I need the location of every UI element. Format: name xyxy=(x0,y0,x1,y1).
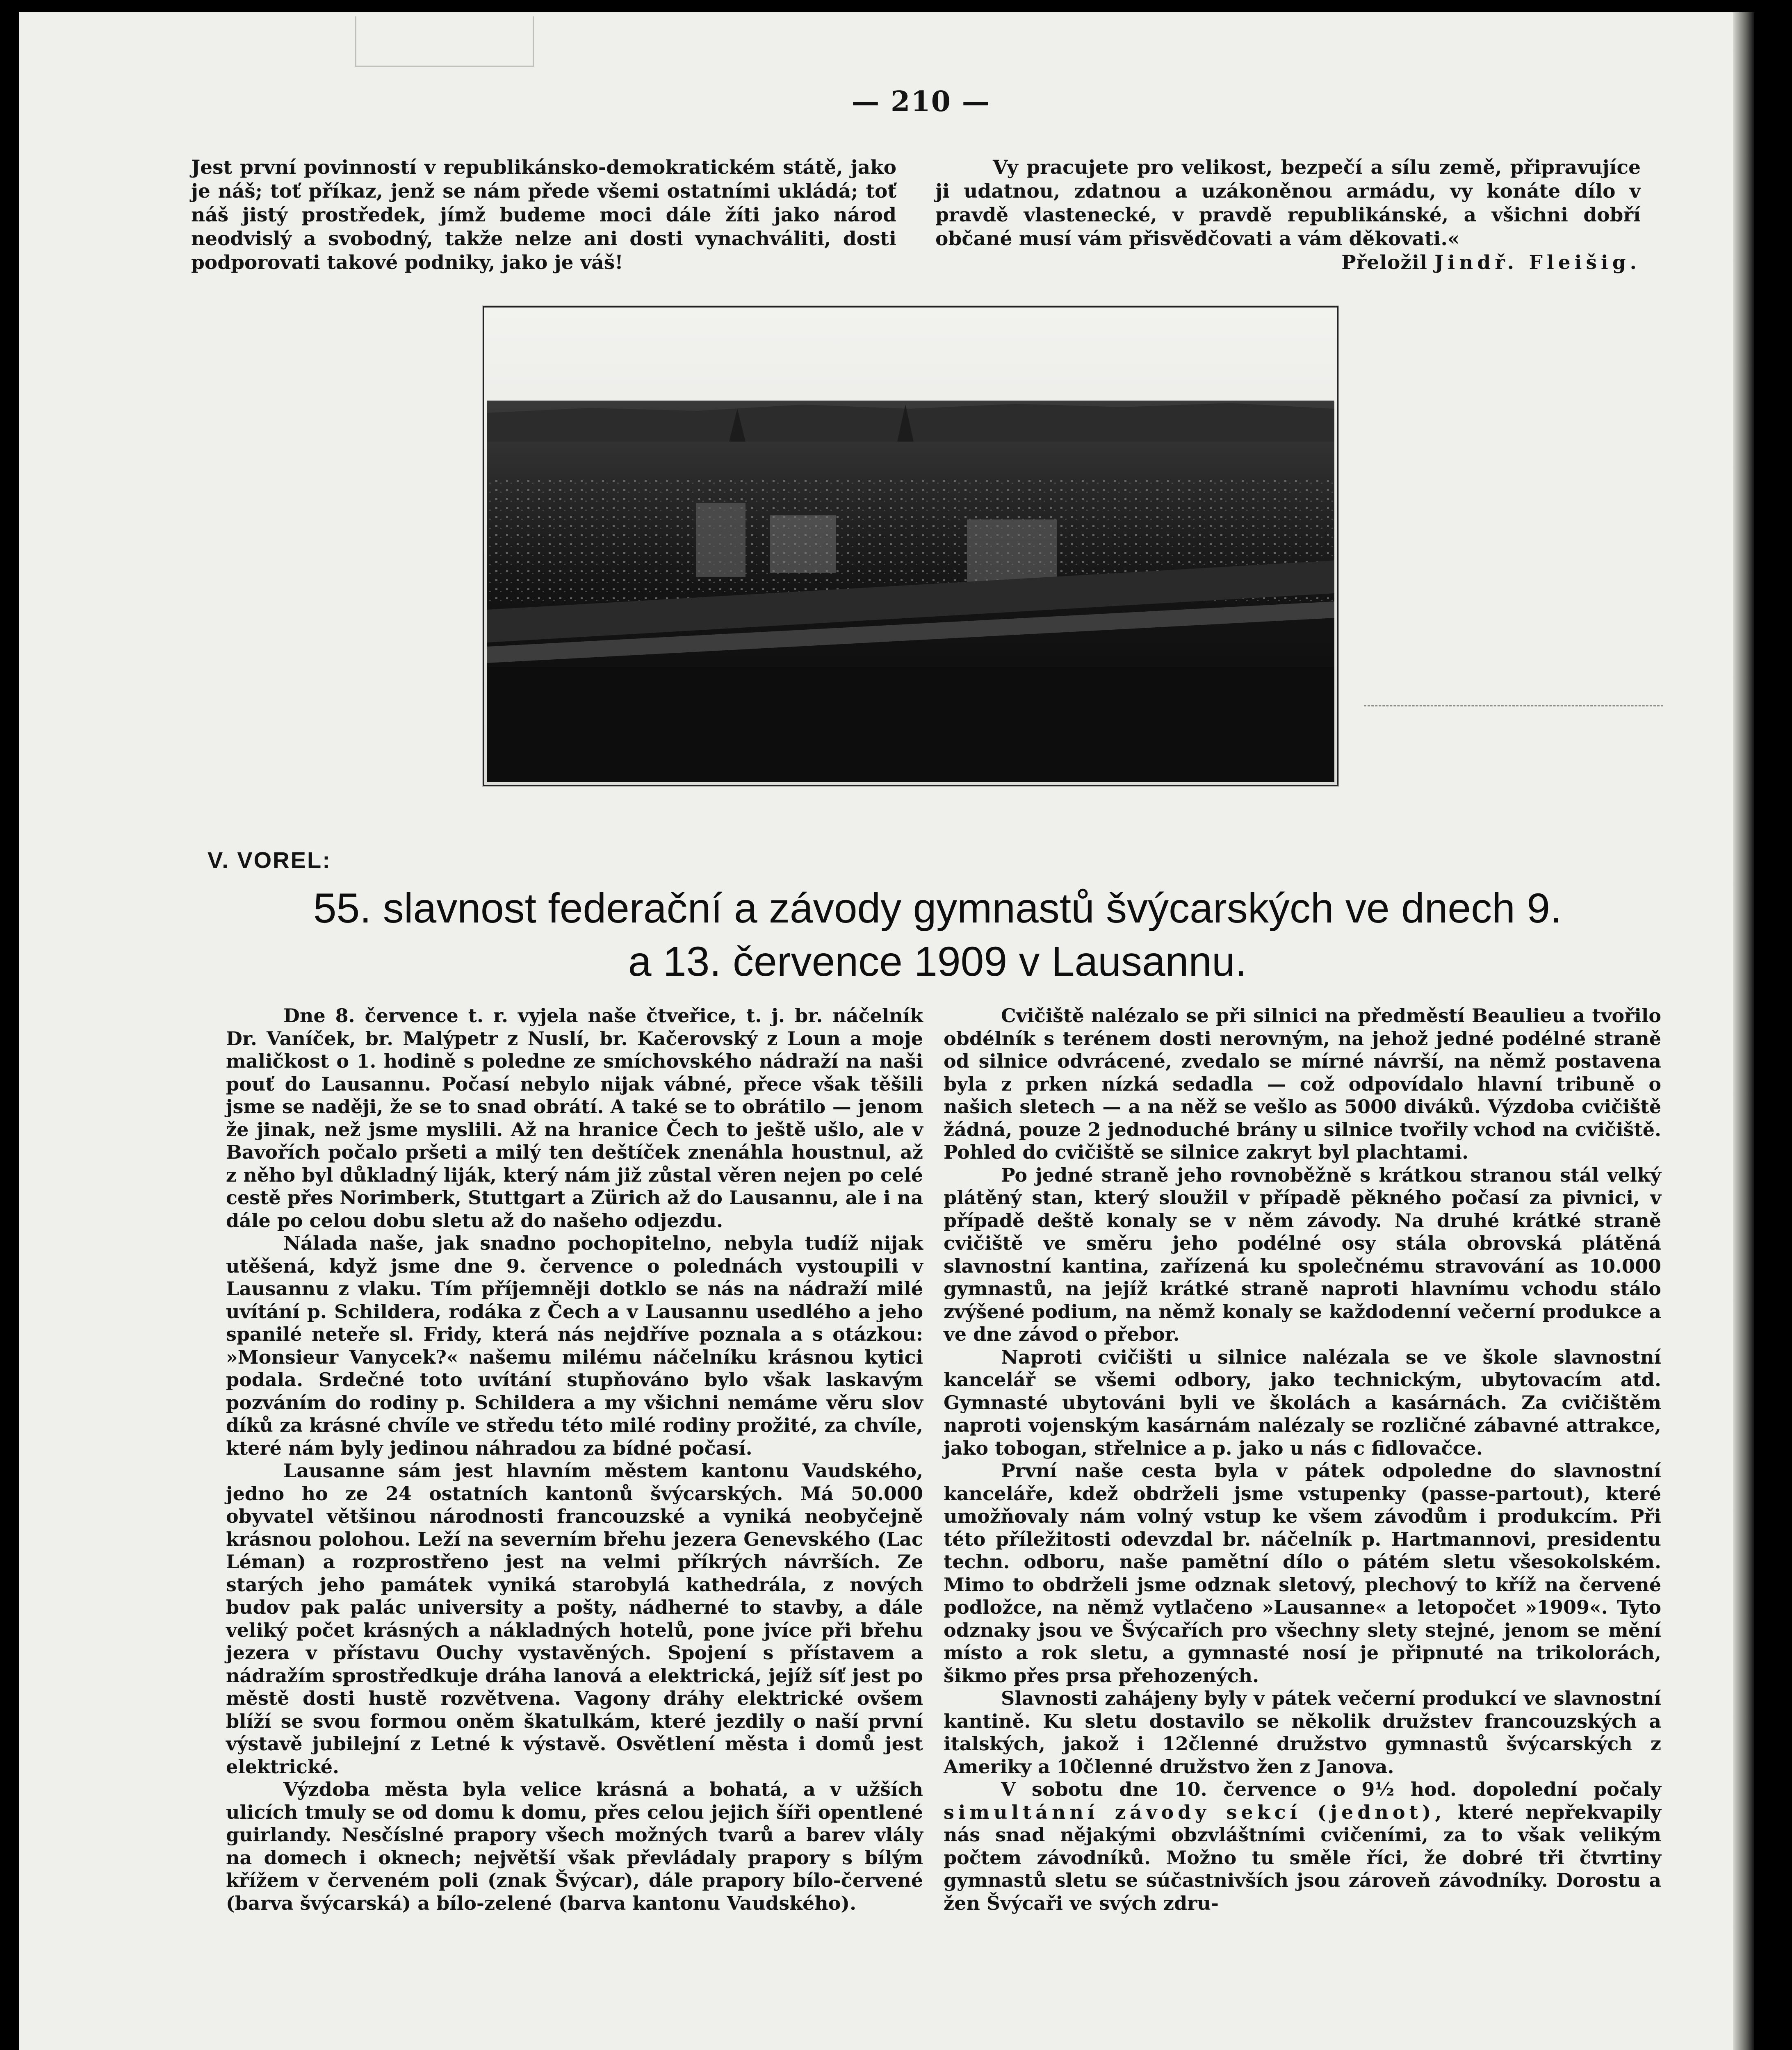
page-number: — 210 — xyxy=(851,85,991,118)
article-paragraph: Po jedné straně jeho rovnoběžně s krátkou stranou stál velký plátěný stan, který sloužil v případě pěkného počasí za pivnici, v případě deště konaly se v něm závody. Na druhé krátké straně cvičiště ve směru jeho podélné osy stála obrovská plátěná slavnostní kantina, zařízená ku společnému stravování as 10.000 gymnastů, na jejíž krátké straně naproti hlavnímu vchodu stálo zvýšené podium, na němž konaly se každodenní večerní produkce a ve dne závod o přebor. xyxy=(944,1164,1661,1345)
page-corner-mark xyxy=(355,16,534,67)
article-emphasis: simultánní závody sekcí (jednot), xyxy=(944,1801,1446,1823)
translator-name: Jindř. Fleišig. xyxy=(1434,251,1641,274)
article-title-line-1: 55. slavnost federační a závody gymnastů švýcarských ve dnech 9. xyxy=(313,885,1562,932)
article-author: V. VOREL: xyxy=(207,847,331,873)
translator-prefix: Přeložil xyxy=(1341,251,1427,274)
intro-right-text: Vy pracujete pro velikost, bezpečí a sílu země, připravujíce ji udatnou, zdatnou a uzákoněnou armádu, vy konáte dílo v pravdě vlastenecké, v pravdě republikánské, a všichni dobří občané musí vám přisvědčovati a vám děkovati.« xyxy=(935,156,1641,250)
intro-right-column xyxy=(935,156,1641,275)
intro-left-text: Jest první povinností v republikánsko-demokratickém státě, jako je náš; toť příkaz, jenž se nám přede všemi ostatními ukládá; toť náš jistý prostředek, jímž budeme moci dále žíti jako národ neodvislý a svobodný, takže nelze ani dosti vynachváliti, dosti podporovati takové podniky, jako je váš! xyxy=(191,156,896,274)
article-text-run: V sobotu dne 10. července o 9½ hod. dopolední počaly xyxy=(1001,1778,1661,1800)
article-paragraph: Naproti cvičišti u silnice nalézala se ve škole slavnostní kancelář se všemi odbory, jako technickým, ubytovacím atd. Gymnasté ubytováni byli ve školách a kasárnách. Za cvičištěm naproti vojenským kasárnám nalézaly se rozličné zábavné attrakce, jako tobogan, střelnice a p. jako u nás c fidlovačce. xyxy=(944,1346,1661,1459)
article-paragraph: Cvičiště nalézalo se při silnici na předměstí Beaulieu a tvořilo obdélník s terénem dosti nerovným, na jehož jedné podélné straně od silnice odvrácené, zvedalo se mírné návrší, na němž postavena byla z prken nízká sedadla — což odpovídalo hlavní tribuně o našich sletech — a na něž se vešlo as 5000 diváků. Výzdoba cvičiště žádná, pouze 2 jednoduché brány u silnice tvořily vchod na cvičiště. Pohled do cvičiště se silnice zakryt byl plachtami. xyxy=(944,1004,1661,1163)
scan-dash-mark xyxy=(1364,705,1663,706)
article-text-run: které nepřekvapily nás snad nějakými obzvláštními cvičeními, za to však velikým počtem závodníků. Možno tu směle říci, že dobré tři čtvrtiny gymnastů sletu se súčastnivších jsou zároveň závodníky. Dorostu a žen Švýcaři ve svých zdru- xyxy=(944,1801,1662,1914)
article-paragraph: Nálada naše, jak snadno pochopitelno, nebyla tudíž nijak utěšená, když jsme dne 9. července o polednách vystoupili v Lausannu z vlaku. Tím příjemněji dotklo se nás na nádraží milé uvítání p. Schildera, rodáka z Čech a v Lausannu usedlého a jeho spanilé neteře sl. Fridy, která nás nejdříve poznala a s otázkou: »Monsieur Vanycek?« našemu milému náčelníku krásnou kytici podala. Srdečné toto uvítání stupňováno bylo však laskavým pozváním do rodiny p. Schildera a my všichni nemáme věru slov díků za krásné chvíle ve středu této milé rodiny prožité, za chvíle, které nám byly jedinou náhradou za bídné počasí. xyxy=(226,1232,923,1459)
city-photograph xyxy=(482,305,1339,787)
article-paragraph-last xyxy=(944,1778,1661,1915)
page-binding-shadow xyxy=(1733,12,1754,2050)
article-title-line-2: a 13. července 1909 v Lausannu. xyxy=(628,938,1247,985)
book-page xyxy=(19,12,1754,2050)
article-paragraph: První naše cesta byla v pátek odpoledne do slavnostní kanceláře, kdež obdrželi jsme vstupenky (passe-partout), které umožňovaly nám volný vstup ke všem závodům i produkcím. Při této příležitosti odevzdal br. náčelník p. Hartmannovi, presidentu techn. odboru, naše pamětní dílo o pátém sletu všesokolském. Mimo to obdrželi jsme odznak sletový, plechový to kříž na červené podložce, na němž vytlačeno »Lausanne« a letopočet »1909«. Tyto odznaky jsou ve Švýcařích pro všechny slety stejné, jenom se mění místo a rok sletu, a gymnasté nosí je připnuté na trikolorách, šikmo přes prsa přehozených. xyxy=(944,1460,1661,1687)
translator-credit xyxy=(935,251,1641,275)
article-paragraph: Výzdoba města byla velice krásná a bohatá, a v užších ulicích tmuly se od domu k domu, přes celou jejich šíři opentlené guirlandy. Nesčíslné prapory všech možných tvarů a barev vlály na domech i oknech; největší však převládaly prapory s bílým křížem v červeném poli (znak Švýcar), dále prapory bílo-červené (barva švýcarská) a bílo-zelené (barva kantonu Vaudského). xyxy=(226,1778,923,1914)
city-photo-illustration xyxy=(483,306,1338,786)
intro-left-column xyxy=(191,156,896,275)
article-paragraph: Dne 8. července t. r. vyjela naše čtveřice, t. j. br. náčelník Dr. Vaníček, br. Malýpetr z Nuslí, br. Kačerovský z Loun a moje maličkost o 1. hodině s poledne ze smíchovského nádraží na naši pouť do Lausannu. Počasí nebylo nijak vábné, přece však těšili jsme se naději, že se to snad obrátí. A také se to obrátilo — jenom že jinak, než jsme myslili. Až na hranice Čech to ještě ušlo, ale v Bavořích počalo pršeti a milý ten deštíček znenáhla houstnul, až z něho byl důkladný liják, který nám již zůstal věren nejen po celé cestě přes Norimberk, Stuttgart a Zürich až do Lausannu, ale i na dále po celou dobu sletu až do našeho odjezdu. xyxy=(226,1004,923,1232)
article-right-column xyxy=(944,1004,1661,1915)
article-paragraph: Slavnosti zahájeny byly v pátek večerní produkcí ve slavnostní kantině. Ku sletu dostavilo se několik družstev francouzských a italských, jakož i 12členné družstvo gymnastů švýcarských z Ameriky a 10členné družstvo žen z Janova. xyxy=(944,1687,1661,1778)
article-title xyxy=(199,882,1676,988)
article-left-column xyxy=(226,1004,923,1915)
article-paragraph: Lausanne sám jest hlavním městem kantonu Vaudského, jedno ho ze 24 ostatních kantonů švýcarských. Má 50.000 obyvatel většinou národnosti francouzské a vyniká neobyčejně krásnou polohou. Leží na severním břehu jezera Genevského (Lac Léman) a rozprostřeno jest na velmi příkrých návrších. Ze starých jeho památek vyniká starobylá kathedrála, z nových budov pak palác university a pošty, nádherné to stavby, a dále veliký počet krásných a nákladných hotelů, pone jvíce při břehu jezera v přístavu Ouchy vystavěných. Spojení s přístavem a nádražím sprostředkuje dráha lanová a elektrická, jejíž síť jest po městě dosti hustě rozvětvena. Vagony dráhy elektrické ovšem blíží se svou formou oněm škatulkám, které jezdily o naší první výstavě jubilejní z Letné k výstavě. Osvětlení města i domů jest elektrické. xyxy=(226,1460,923,1778)
